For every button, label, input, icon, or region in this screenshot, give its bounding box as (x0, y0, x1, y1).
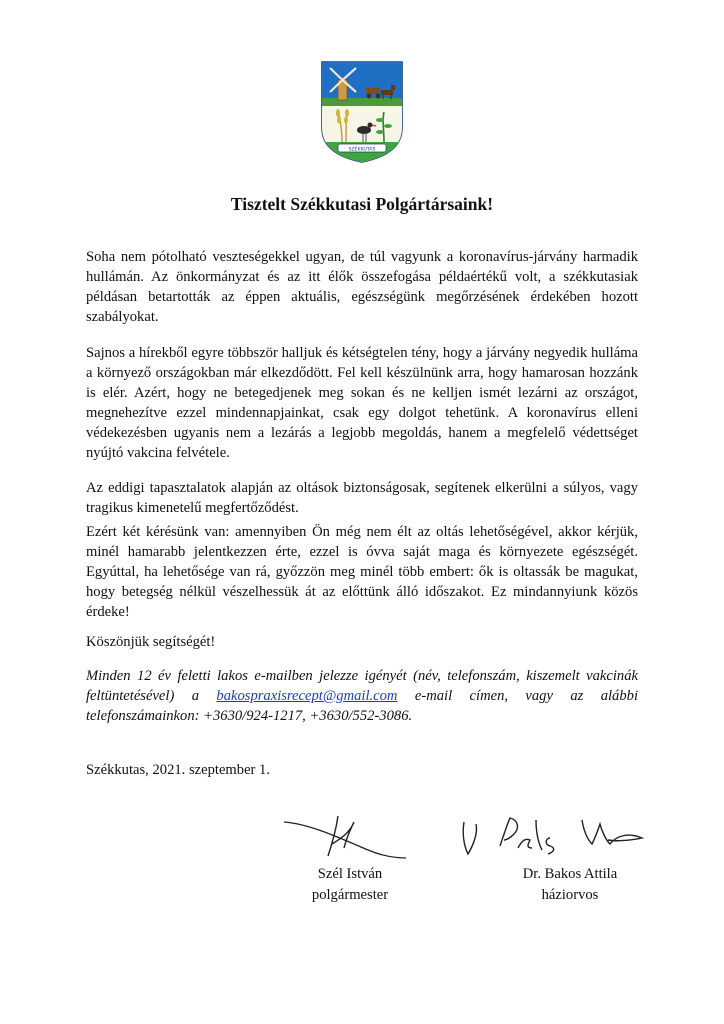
notice-text-before: Minden 12 év feletti lakos e-mailben jelezze igényét (név, telefonszám, kiszemelt vakcinák feltüntetésével) a (86, 668, 638, 704)
contact-notice (86, 666, 638, 726)
signer-name: Dr. Bakos Attila (522, 866, 618, 882)
thanks-line: Köszönjük segítségét! (86, 634, 216, 650)
signer-doctor (500, 864, 640, 906)
letter-title: Tisztelt Székkutasi Polgártársaink! (230, 194, 494, 214)
email-link[interactable]: bakospraxisrecept@gmail.com (216, 688, 398, 704)
paragraph-1: Soha nem pótolható veszteségekkel ugyan, de túl vagyunk a koronavírus-járvány harmadik hullámán. Az önkormányzat és az itt élők összefogása példaértékű volt, a székkutasiak példásan betartották az éppen aktuális, egészségünk megőrzésének érdekében hozott szabályokat. (86, 249, 638, 325)
crest-banner-text: SZÉKKUTAS (348, 147, 376, 153)
notice-text-after: e-mail címen, vagy az alábbi telefonszámainkon: +3630/924-1217, +3630/552-3086. (86, 688, 638, 724)
signer-role: polgármester (311, 887, 389, 903)
coat-of-arms-icon (318, 58, 406, 166)
paragraph-4: Ezért két kérésünk van: amennyiben Ön még nem élt az oltás lehetőségével, akkor kérjük, minél hamarabb jelentkezzen érte, ezzel is óvva saját maga és környezete egészségét. Egyúttal, ha lehetősége van rá, győzzön meg minél több embert: ők is oltassák be magukat, hogy betegség nélkül vészelhessük át az előttünk álló időszakot. Ez mindannyiunk közös érdeke! (86, 524, 638, 620)
signature-icon (456, 810, 652, 862)
signature-icon (280, 808, 410, 864)
signer-role: háziorvos (541, 887, 599, 903)
date-line: Székkutas, 2021. szeptember 1. (86, 762, 270, 778)
paragraph-3: Az eddigi tapasztalatok alapján az oltások biztonságosak, segítenek elkerülni a súlyos, vagy tragikus kimenetelű megfertőződést. (86, 480, 638, 516)
signer-mayor (300, 864, 400, 906)
signer-name: Szél István (317, 866, 383, 882)
paragraph-2: Sajnos a hírekből egyre többször halljuk és kétségtelen tény, hogy a járvány negyedik hulláma a környező országokban már elkezdődött. Fel kell készülnünk arra, hogy hamarosan hozzánk is elér. Azért, hogy ne betegedjenek meg sokan és ne kelljen ismét lezárni az országot, megnehezítve ezzel mindennapjainkat, csak egy dolgot tehetünk. A koronavírus elleni védekezésben ugyanis nem a lezárás a legjobb megoldás, hanem a megfelelő védettséget nyújtó vakcina felvétele. (86, 345, 638, 461)
